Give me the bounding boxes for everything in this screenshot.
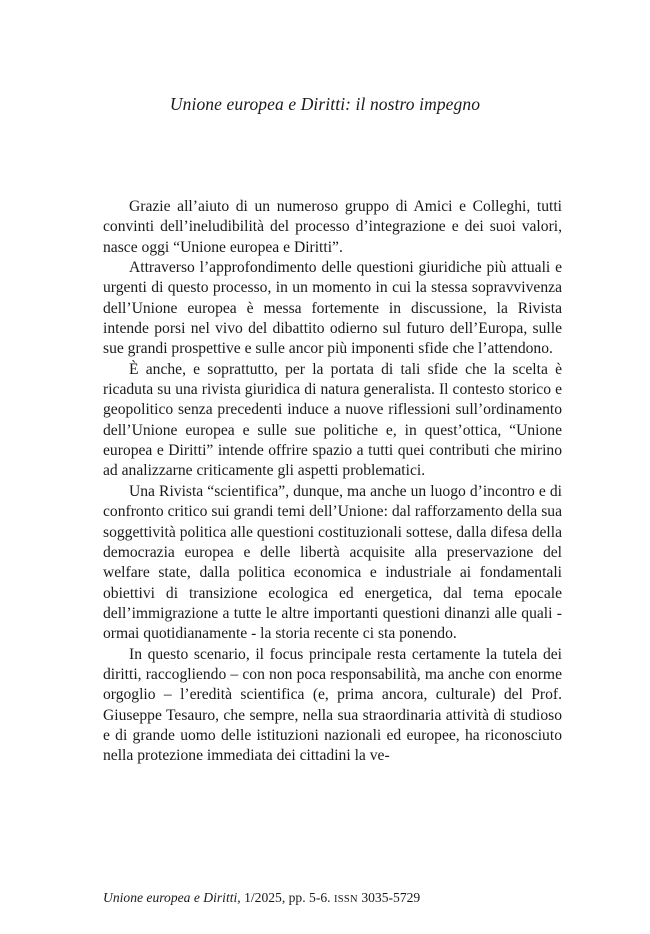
paragraph: Grazie all’aiuto di un numeroso gruppo di Amici e Colleghi, tutti convinti dell’ineludibilità del processo d’integrazione e dei suoi valori, nasce oggi “Unione europea e Diritti”.	[103, 198, 562, 256]
paragraph: Attraverso l’approfondimento delle questioni giuridiche più attuali e urgenti di questo processo, in un momento in cui la stessa sopravvivenza dell’Unione europea è messa fortemente in discussione, la Rivista intende porsi nel vivo del dibattito odierno sul futuro dell’Europa, sulle sue grandi prospettive e sulle ancor più imponenti sfide che l’attendono.	[103, 259, 562, 358]
paragraph: È anche, e soprattutto, per la portata di tali sfide che la scelta è ricaduta su una rivista giuridica di natura generalista. Il contesto storico e geopolitico senza precedenti induce a nuove riflessioni sull’ordinamento dell’Unione europea e sulle sue politiche e, in quest’ottica, “Unione europea e Diritti” intende offrire spazio a tutti quei contributi che mirino ad analizzarne criticamente gli aspetti problematici.	[103, 360, 562, 480]
footer-journal-name: Unione europea e Diritti	[103, 890, 238, 905]
article-body	[103, 197, 562, 767]
paragraph: Una Rivista “scientifica”, dunque, ma anche un luogo d’incontro e di confronto critico sui grandi temi dell’Unione: dal rafforzamento della sua soggettività politica alle questioni costituzionali sottese, dalla difesa della democrazia europea e delle libertà acquisite alla preservazione del welfare state, dalla politica economica e industriale ai fondamentali obiettivi di transizione ecologica ed energetica, dal tema epocale dell’immigrazione a tutte le altre importanti questioni dinanzi alle quali - ormai quotidianamente - la storia recente ci sta ponendo.	[103, 482, 562, 643]
page-footer	[103, 890, 420, 906]
page-title: Unione europea e Diritti: il nostro impegno	[169, 94, 481, 114]
paragraph: In questo scenario, il focus principale resta certamente la tutela dei diritti, raccogliendo – con non poca responsabilità, ma anche con enorme orgoglio – l’eredità scientifica (e, prima ancora, culturale) del Prof. Giuseppe Tesauro, che sempre, nella sua straordinaria attività di studioso e di grande uomo delle istituzioni nazionali ed europee, ha riconosciuto nella protezione immediata dei cittadini la ve-	[103, 645, 562, 765]
footer-issn-label: ISSN	[333, 894, 358, 905]
footer-issn-number: 3035-5729	[357, 890, 421, 905]
footer-issue: , 1/2025, pp. 5-6.	[237, 890, 334, 905]
